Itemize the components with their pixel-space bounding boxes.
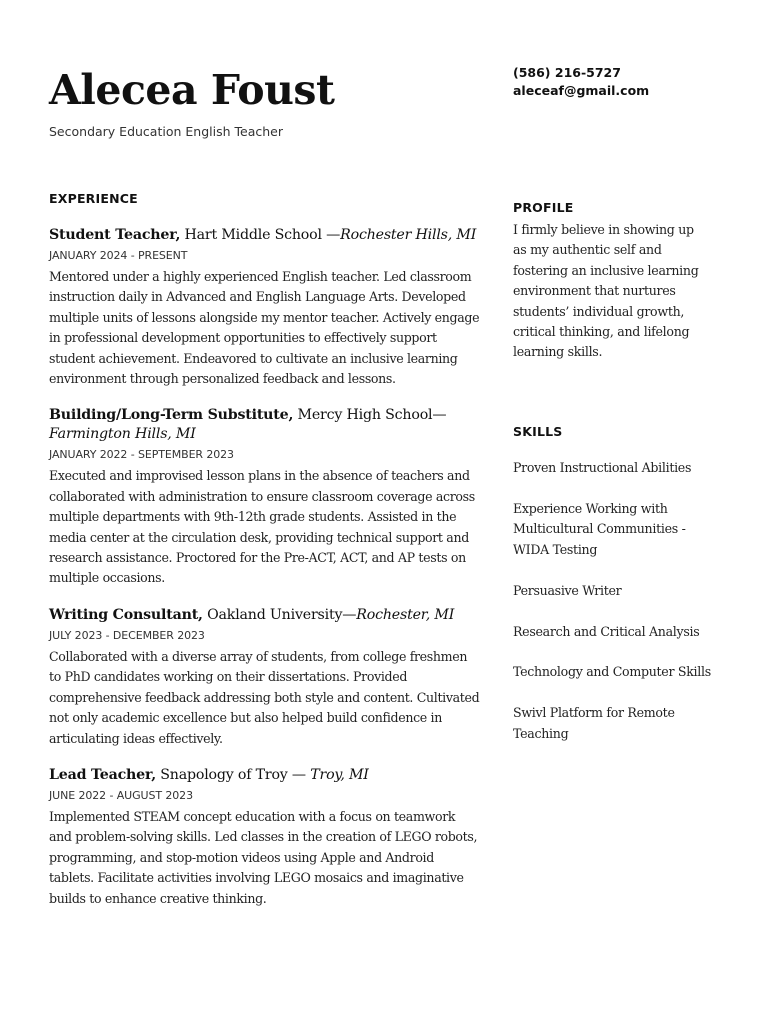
job-role: Writing Consultant, (49, 606, 203, 623)
job-heading (49, 226, 481, 245)
profile-text: I firmly believe in showing up as my authentic self and fostering an inclusive learning environment that nurtures students’ individual growth, critical thinking, and lifelong learning skills. (513, 222, 699, 360)
job-org: Hart Middle School — (180, 227, 341, 243)
job-dates: JANUARY 2022 - SEPTEMBER 2023 (49, 448, 234, 462)
job-org: Snapology of Troy — (155, 766, 311, 783)
job-location: Rochester, MI (356, 606, 455, 623)
experience-list (49, 226, 481, 926)
job-org: Mercy High School— (293, 407, 447, 424)
job-entry (49, 606, 481, 749)
skills-heading: SKILLS (513, 424, 563, 439)
candidate-name: Alecea Foust (49, 66, 335, 114)
job-heading (49, 406, 481, 444)
skill-item: Proven Instructional Abilities (513, 460, 692, 475)
contact-block (513, 64, 649, 100)
job-org: Oakland University— (202, 606, 357, 623)
skill-item: Research and Critical Analysis (513, 623, 700, 639)
job-location: Farmington Hills, MI (49, 426, 196, 443)
skill-item: Persuasive Writer (513, 582, 622, 598)
job-entry (49, 226, 481, 389)
job-description: Implemented STEAM concept education with a focus on teamwork and problem-solving skills. Led classes in the creation of LEGO robots, programming, and stop-motion videos using Apple and Android tablets. Facilitate activities involving LEGO mosaics and imaginative builds to enhance creative thinking. (49, 808, 478, 906)
job-description: Mentored under a highly experienced English teacher. Led classroom instruction daily in Advanced and English Language Arts. Developed multiple units of lessons alongside my mentor teacher. Actively engage in professional development opportunities to effectively support student achievement. Endeavored to cultivate an inclusive learning environment through personalized feedback and lessons. (49, 269, 480, 387)
profile-heading: PROFILE (513, 200, 574, 215)
job-heading (49, 606, 481, 625)
phone-number: (586) 216-5727 (513, 65, 621, 80)
job-dates: JULY 2023 - DECEMBER 2023 (49, 628, 205, 642)
experience-heading: EXPERIENCE (49, 191, 138, 206)
skill-item: Technology and Computer Skills (513, 664, 711, 680)
job-entry (49, 766, 481, 909)
job-heading (49, 766, 481, 785)
job-location: Troy, MI (310, 766, 369, 783)
job-dates: JUNE 2022 - AUGUST 2023 (49, 788, 193, 802)
job-subtitle: Secondary Education English Teacher (49, 124, 283, 139)
job-location: Rochester Hills, MI (340, 227, 477, 243)
job-role: Student Teacher, (49, 227, 181, 243)
job-dates: JANUARY 2024 - PRESENT (49, 249, 188, 262)
job-description: Collaborated with a diverse array of students, from college freshmen to PhD candidates working on their dissertations. Provided comprehensive feedback addressing both style and content. Cultivated not only academic excellence but also helped build confidence in articulating ideas effectively. (49, 648, 480, 746)
email-address: aleceaf@gmail.com (513, 83, 650, 98)
skill-item: Swivl Platform for Remote Teaching (513, 705, 675, 741)
skill-item: Experience Working with Multicultural Communities -WIDA Testing (513, 500, 686, 557)
job-role: Building/Long-Term Substitute, (49, 407, 294, 424)
job-entry (49, 406, 481, 588)
skills-list (513, 458, 713, 765)
job-description: Executed and improvised lesson plans in the absence of teachers and collaborated with administration to ensure classroom coverage across multiple departments with 9th-12th grade students. Assisted in the media center at the circulation desk, providing technical support and research assistance. Proctored for the Pre-ACT, ACT, and AP tests on multiple occasions. (49, 468, 475, 586)
job-role: Lead Teacher, (49, 766, 156, 783)
